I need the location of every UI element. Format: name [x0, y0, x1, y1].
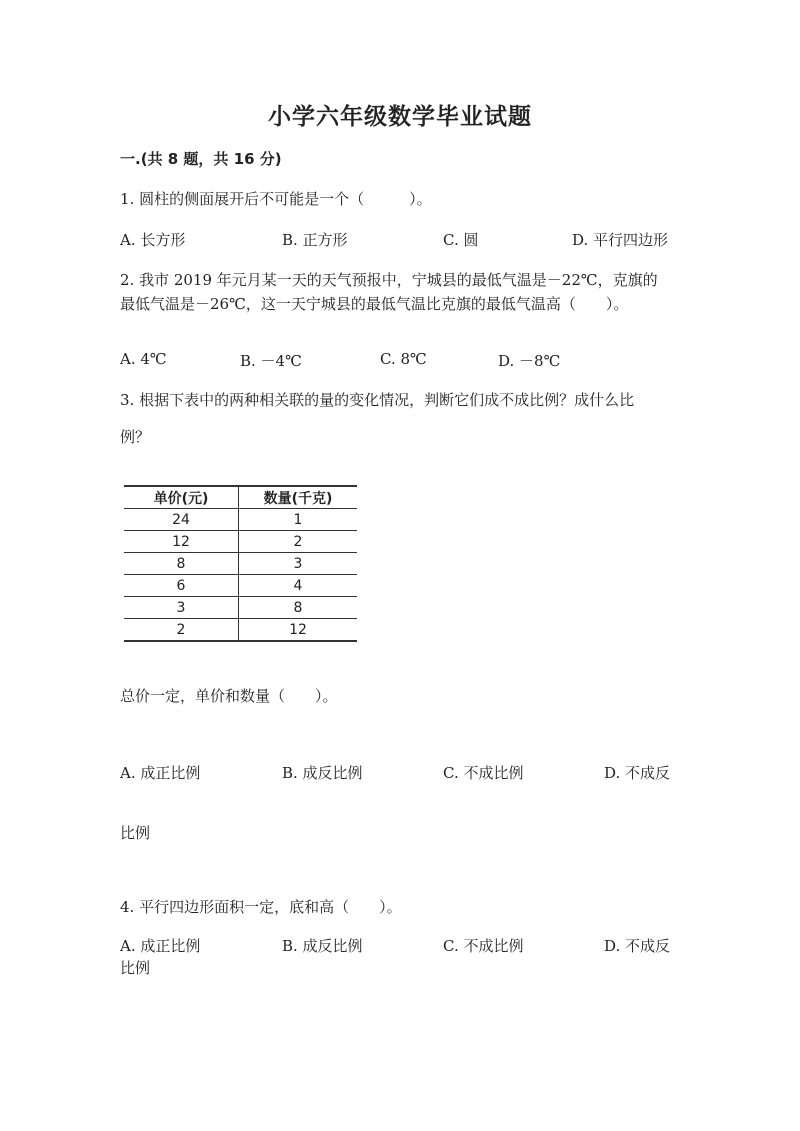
- cell-unit-price: 6: [124, 575, 239, 597]
- page-title: 小学六年级数学毕业试题: [268, 104, 532, 130]
- cell-unit-price: 2: [124, 619, 239, 642]
- question-3-prompt: 总价一定，单价和数量（ ）。: [120, 687, 338, 705]
- q1-option-c: C. 圆: [443, 231, 479, 249]
- cell-quantity: 12: [239, 619, 358, 642]
- table-header-row: [124, 486, 357, 509]
- cell-quantity: 2: [239, 531, 358, 553]
- cell-unit-price: 12: [124, 531, 239, 553]
- q1-option-b: B. 正方形: [282, 231, 348, 249]
- q3-option-d: D. 不成反: [604, 764, 671, 782]
- header-quantity: 数量(千克): [239, 486, 358, 509]
- section-heading: 一.(共 8 题，共 16 分): [120, 150, 282, 168]
- q2-option-b: B. －4℃: [240, 352, 302, 370]
- cell-unit-price: 8: [124, 553, 239, 575]
- q1-option-d: D. 平行四边形: [572, 231, 669, 249]
- cell-quantity: 8: [239, 597, 358, 619]
- price-quantity-table: [124, 485, 357, 642]
- q1-option-a: A. 长方形: [120, 231, 186, 249]
- cell-unit-price: 24: [124, 509, 239, 531]
- table-row: [124, 619, 357, 642]
- q4-option-c: C. 不成比例: [443, 937, 524, 955]
- cell-quantity: 1: [239, 509, 358, 531]
- q4-option-d-wrap: 比例: [120, 959, 151, 977]
- table-row: [124, 531, 357, 553]
- q4-option-d: D. 不成反: [604, 937, 671, 955]
- question-4-text: 4. 平行四边形面积一定，底和高（ ）。: [120, 898, 402, 916]
- q4-option-a: A. 成正比例: [120, 937, 201, 955]
- table-row: [124, 597, 357, 619]
- question-2-line-1: 2. 我市 2019 年元月某一天的天气预报中，宁城县的最低气温是－22℃，克旗的: [120, 271, 658, 289]
- question-2-line-2: 最低气温是－26℃，这一天宁城县的最低气温比克旗的最低气温高（ ）。: [120, 295, 629, 313]
- q3-option-a: A. 成正比例: [120, 764, 201, 782]
- question-3-line-1: 3. 根据下表中的两种相关联的量的变化情况，判断它们成不成比例？成什么比: [120, 391, 635, 409]
- cell-unit-price: 3: [124, 597, 239, 619]
- question-3-line-2: 例？: [120, 428, 151, 446]
- q3-option-b: B. 成反比例: [282, 764, 363, 782]
- q4-option-b: B. 成反比例: [282, 937, 363, 955]
- q2-option-a: A. 4℃: [120, 350, 167, 368]
- cell-quantity: 3: [239, 553, 358, 575]
- table-row: [124, 553, 357, 575]
- q2-option-c: C. 8℃: [380, 350, 427, 368]
- header-unit-price: 单价(元): [124, 486, 239, 509]
- cell-quantity: 4: [239, 575, 358, 597]
- q3-option-d-wrap: 比例: [120, 824, 151, 842]
- table-row: [124, 575, 357, 597]
- q2-option-d: D. －8℃: [498, 352, 561, 370]
- q3-option-c: C. 不成比例: [443, 764, 524, 782]
- table-row: [124, 509, 357, 531]
- question-1-text: 1. 圆柱的侧面展开后不可能是一个（ ）。: [120, 190, 432, 208]
